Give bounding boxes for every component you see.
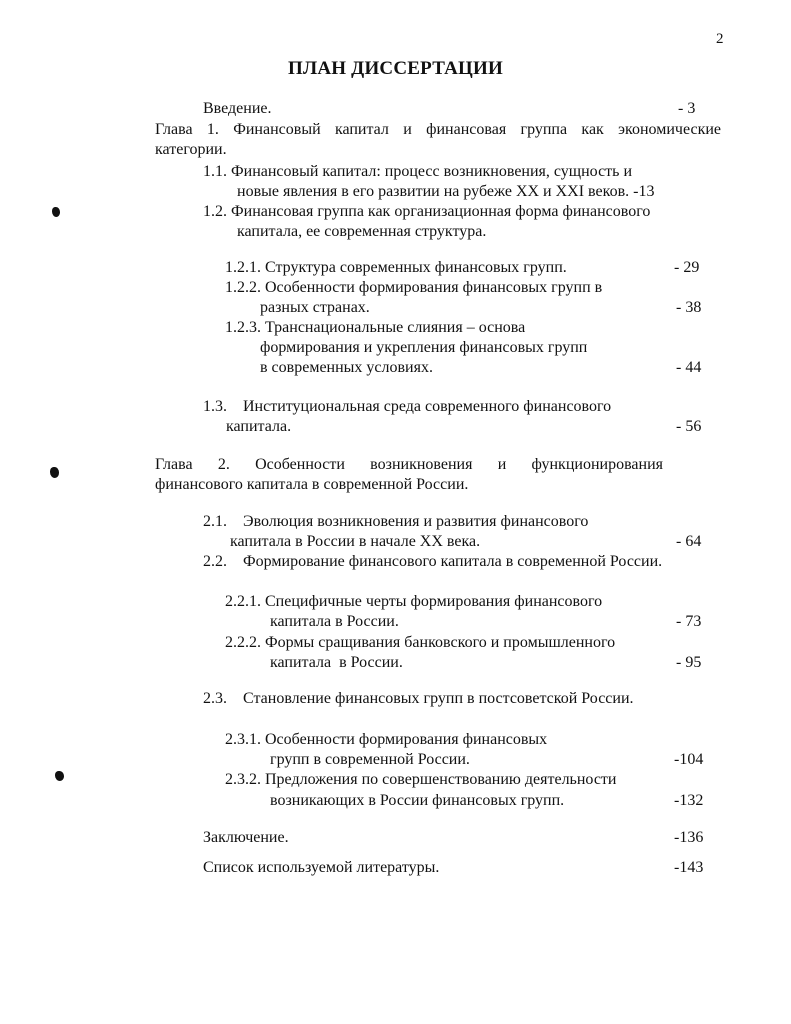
toc-conclusion-page: -136 [674,829,704,846]
toc-s2-2-1-line1: 2.2.1. Специфичные черты формирования финансового [225,593,603,610]
toc-s1-2-line2: капитала, ее современная структура. [237,223,487,240]
toc-s1-2-line1: 1.2. Финансовая группа как организационная форма финансового [203,203,651,220]
toc-s1-2-3-line2: формирования и укрепления финансовых групп [260,339,588,356]
toc-s2-2-2-line2: капитала в России. [270,654,403,671]
page-title: ПЛАН ДИССЕРТАЦИИ [288,58,503,79]
toc-conclusion-label: Заключение. [203,829,289,846]
toc-s2-2-2-line1: 2.2.2. Формы сращивания банковского и промышленного [225,634,616,651]
toc-s1-2-2-page: - 38 [676,299,702,316]
toc-s1-3-page: - 56 [676,418,702,435]
toc-s2-2-line1: 2.2. Формирование финансового капитала в современной России. [203,553,663,570]
toc-s1-3-line1: 1.3. Институциональная среда современного финансового [203,398,612,415]
toc-bibliography-label: Список используемой литературы. [203,859,440,876]
toc-s2-3-1-page: -104 [674,751,704,768]
toc-s2-2-2-page: - 95 [676,654,702,671]
toc-s1-2-1-line1: 1.2.1. Структура современных финансовых групп. [225,259,567,276]
toc-s2-1-line2: капитала в России в начале XX века. [230,533,481,550]
toc-s1-2-2-line2: разных странах. [260,299,370,316]
toc-bibliography-page: -143 [674,859,704,876]
toc-s1-1-line2: новые явления в его развитии на рубеже XX и XXI веков. -13 [237,183,655,200]
toc-s1-2-2-line1: 1.2.2. Особенности формирования финансовых групп в [225,279,603,296]
toc-chapter1-line2: категории. [155,141,227,158]
page-number: 2 [716,31,724,47]
scan-mark-1 [52,207,60,217]
toc-s2-2-1-page: - 73 [676,613,702,630]
toc-s2-1-line1: 2.1. Эволюция возникновения и развития финансового [203,513,589,530]
toc-s1-2-3-line3: в современных условиях. [260,359,433,376]
toc-s1-1-line1: 1.1. Финансовый капитал: процесс возникновения, сущность и [203,163,633,180]
toc-s2-3-2-line2: возникающих в России финансовых групп. [270,792,565,809]
scan-mark-2 [50,467,59,478]
toc-chapter2-line2: финансового капитала в современной России. [155,476,469,493]
scan-mark-3 [55,771,64,781]
toc-s1-2-1-page: - 29 [674,259,700,276]
toc-s2-3-2-page: -132 [674,792,704,809]
toc-intro-label: Введение. [203,100,272,117]
toc-s2-3-1-line2: групп в современной России. [270,751,470,768]
toc-s2-3-1-line1: 2.3.1. Особенности формирования финансовых [225,731,548,748]
toc-s2-2-1-line2: капитала в России. [270,613,399,630]
toc-s2-1-page: - 64 [676,533,702,550]
toc-s1-2-3-line1: 1.2.3. Транснациональные слияния – основа [225,319,526,336]
toc-s2-3-line1: 2.3. Становление финансовых групп в постсоветской России. [203,690,634,707]
toc-s1-2-3-page: - 44 [676,359,702,376]
toc-intro-page: - 3 [678,100,696,117]
toc-chapter1-line1: Глава 1. Финансовый капитал и финансовая группа как экономические [155,121,721,138]
toc-s1-3-line2: капитала. [226,418,292,435]
toc-chapter2-line1: Глава 2. Особенности возникновения и функционирования [155,456,663,473]
toc-s2-3-2-line1: 2.3.2. Предложения по совершенствованию деятельности [225,771,617,788]
